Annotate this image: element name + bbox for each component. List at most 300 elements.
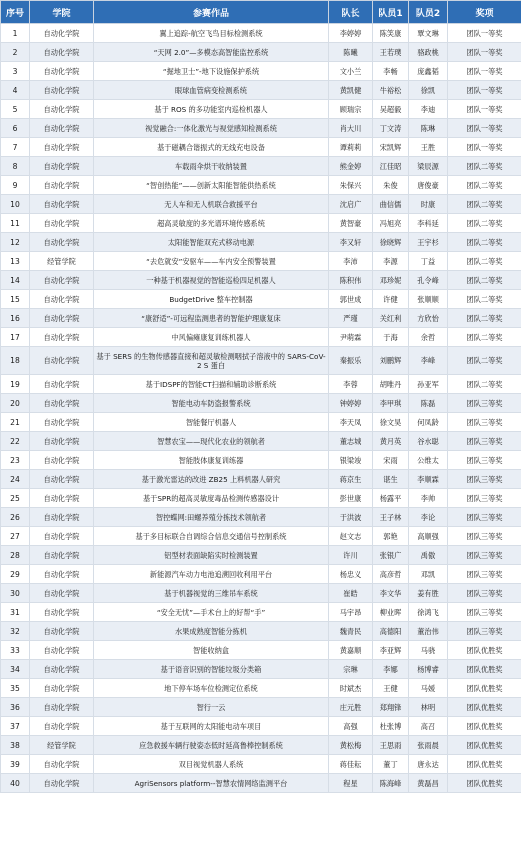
table-row xyxy=(1,43,521,62)
cell-college: 自动化学院 xyxy=(30,394,94,413)
cell-member2: 邓凯 xyxy=(409,565,448,584)
cell-num: 39 xyxy=(1,755,30,774)
cell-award: 团队三等奖 xyxy=(448,489,521,508)
cell-leader: 魏青民 xyxy=(329,622,373,641)
cell-college: 自动化学院 xyxy=(30,527,94,546)
cell-work: 智能收纳盒 xyxy=(94,641,329,660)
cell-work: 基于激光雷达的改进 ZB25 上料机器人研究 xyxy=(94,470,329,489)
cell-member1: 曲信儒 xyxy=(373,195,409,214)
cell-award: 团队一等奖 xyxy=(448,138,521,157)
cell-leader: 黄凯健 xyxy=(329,81,373,100)
cell-leader: 宗琳 xyxy=(329,660,373,679)
cell-leader: 程星 xyxy=(329,774,373,793)
cell-num: 27 xyxy=(1,527,30,546)
cell-award: 团队一等奖 xyxy=(448,43,521,62)
cell-college: 自动化学院 xyxy=(30,176,94,195)
table-body xyxy=(1,24,521,793)
cell-num: 32 xyxy=(1,622,30,641)
table-row xyxy=(1,309,521,328)
cell-member2: 时康 xyxy=(409,195,448,214)
cell-num: 21 xyxy=(1,413,30,432)
cell-leader: 李蓉 xyxy=(329,375,373,394)
cell-num: 23 xyxy=(1,451,30,470)
cell-member2: 李帅 xyxy=(409,489,448,508)
cell-work: “天网 2.0”—多模态高智能监控系统 xyxy=(94,43,329,62)
cell-member2: 张顺顺 xyxy=(409,290,448,309)
cell-num: 10 xyxy=(1,195,30,214)
cell-member1: 郭艳 xyxy=(373,527,409,546)
cell-member2: 公维太 xyxy=(409,451,448,470)
cell-college: 自动化学院 xyxy=(30,641,94,660)
table-row xyxy=(1,432,521,451)
cell-award: 团队三等奖 xyxy=(448,622,521,641)
cell-college: 自动化学院 xyxy=(30,43,94,62)
cell-leader: 马宇昂 xyxy=(329,603,373,622)
cell-member2: 张雨晨 xyxy=(409,736,448,755)
cell-leader: 高强 xyxy=(329,717,373,736)
cell-leader: 蒋佳耘 xyxy=(329,755,373,774)
cell-member1: 邓珍妮 xyxy=(373,271,409,290)
cell-award: 团队二等奖 xyxy=(448,328,521,347)
cell-award: 团队三等奖 xyxy=(448,394,521,413)
cell-work: 基于语音识别的智能垃圾分类箱 xyxy=(94,660,329,679)
cell-award: 团队二等奖 xyxy=(448,176,521,195)
cell-college: 自动化学院 xyxy=(30,546,94,565)
cell-member2: 董治伟 xyxy=(409,622,448,641)
cell-work: “安全无忧”—手术台上的好帮“手” xyxy=(94,603,329,622)
cell-leader: 文小兰 xyxy=(329,62,373,81)
cell-member2: 方欣怡 xyxy=(409,309,448,328)
cell-work: 智慧农宝——现代化农业的领航者 xyxy=(94,432,329,451)
cell-member2: 覃文琳 xyxy=(409,24,448,43)
cell-num: 16 xyxy=(1,309,30,328)
cell-work: 地下停车场车位检测定位系统 xyxy=(94,679,329,698)
cell-num: 17 xyxy=(1,328,30,347)
cell-college: 自动化学院 xyxy=(30,62,94,81)
cell-college: 自动化学院 xyxy=(30,584,94,603)
table-row xyxy=(1,252,521,271)
cell-member1: 朱俊 xyxy=(373,176,409,195)
cell-work: 应急救援车辆行驶姿态低时延高鲁棒控制系统 xyxy=(94,736,329,755)
cell-college: 自动化学院 xyxy=(30,755,94,774)
table-row xyxy=(1,157,521,176)
cell-leader: 顾瑞宗 xyxy=(329,100,373,119)
cell-award: 团队优胜奖 xyxy=(448,736,521,755)
cell-num: 31 xyxy=(1,603,30,622)
cell-num: 33 xyxy=(1,641,30,660)
cell-num: 5 xyxy=(1,100,30,119)
cell-work: 智能电动车防盗报警系统 xyxy=(94,394,329,413)
cell-leader: 李沛 xyxy=(329,252,373,271)
cell-member2: 谷水聪 xyxy=(409,432,448,451)
table-row xyxy=(1,489,521,508)
cell-member2: 孔令峰 xyxy=(409,271,448,290)
cell-leader: 钟婷婷 xyxy=(329,394,373,413)
cell-member2: 陈磊 xyxy=(409,394,448,413)
cell-work: 太阳能智能双充式移动电源 xyxy=(94,233,329,252)
header-member2: 队员2 xyxy=(409,1,448,24)
cell-num: 30 xyxy=(1,584,30,603)
cell-num: 3 xyxy=(1,62,30,81)
cell-member1: 冯旭亮 xyxy=(373,214,409,233)
cell-member2: 李峰 xyxy=(409,347,448,375)
cell-member1: 许健 xyxy=(373,290,409,309)
cell-num: 25 xyxy=(1,489,30,508)
cell-college: 自动化学院 xyxy=(30,622,94,641)
cell-college: 自动化学院 xyxy=(30,214,94,233)
cell-member2: 李科延 xyxy=(409,214,448,233)
cell-member1: 李娜 xyxy=(373,660,409,679)
cell-work: “智创热能”——创新太阳能智能供热系统 xyxy=(94,176,329,195)
cell-award: 团队二等奖 xyxy=(448,252,521,271)
cell-leader: 谭莉莉 xyxy=(329,138,373,157)
cell-college: 自动化学院 xyxy=(30,717,94,736)
header-leader: 队长 xyxy=(329,1,373,24)
table-row xyxy=(1,755,521,774)
cell-work: “去危就安”安驱车——车内安全预警装置 xyxy=(94,252,329,271)
cell-num: 18 xyxy=(1,347,30,375)
cell-work: 超高灵敏度的多光谱环境传感系统 xyxy=(94,214,329,233)
cell-member1: 李亚辉 xyxy=(373,641,409,660)
cell-award: 团队三等奖 xyxy=(448,470,521,489)
cell-college: 自动化学院 xyxy=(30,508,94,527)
cell-college: 自动化学院 xyxy=(30,698,94,717)
header-row xyxy=(1,1,521,24)
cell-leader: 庄元胜 xyxy=(329,698,373,717)
cell-member1: 徐晓辉 xyxy=(373,233,409,252)
cell-member1: 陈海峰 xyxy=(373,774,409,793)
cell-leader: 黄智豪 xyxy=(329,214,373,233)
cell-work: 基于IDSPF的智能CT扫描和辅助诊断系统 xyxy=(94,375,329,394)
cell-leader: 陈曦 xyxy=(329,43,373,62)
cell-college: 自动化学院 xyxy=(30,100,94,119)
cell-member1: 刘鹏辉 xyxy=(373,347,409,375)
cell-num: 7 xyxy=(1,138,30,157)
cell-award: 团队三等奖 xyxy=(448,432,521,451)
table-row xyxy=(1,641,521,660)
cell-leader: 银梁竣 xyxy=(329,451,373,470)
cell-college: 自动化学院 xyxy=(30,413,94,432)
cell-college: 自动化学院 xyxy=(30,271,94,290)
cell-leader: 黄嘉顺 xyxy=(329,641,373,660)
cell-college: 自动化学院 xyxy=(30,432,94,451)
cell-leader: 严瑾 xyxy=(329,309,373,328)
table-row xyxy=(1,24,521,43)
cell-member1: 胡唯丹 xyxy=(373,375,409,394)
cell-award: 团队二等奖 xyxy=(448,309,521,328)
table-row xyxy=(1,119,521,138)
cell-num: 11 xyxy=(1,214,30,233)
table-row xyxy=(1,622,521,641)
cell-member2: 王宇杉 xyxy=(409,233,448,252)
cell-work: 智控蝶网:田螺养殖分拣技术领航者 xyxy=(94,508,329,527)
cell-num: 28 xyxy=(1,546,30,565)
table-row xyxy=(1,527,521,546)
cell-num: 22 xyxy=(1,432,30,451)
cell-num: 15 xyxy=(1,290,30,309)
cell-num: 38 xyxy=(1,736,30,755)
cell-award: 团队优胜奖 xyxy=(448,774,521,793)
cell-num: 26 xyxy=(1,508,30,527)
cell-member1: 杨露平 xyxy=(373,489,409,508)
cell-member2: 陈琳 xyxy=(409,119,448,138)
table-row xyxy=(1,233,521,252)
cell-member2: 李论 xyxy=(409,508,448,527)
cell-award: 团队二等奖 xyxy=(448,233,521,252)
cell-leader: 崔皓 xyxy=(329,584,373,603)
table-row xyxy=(1,413,521,432)
table-row xyxy=(1,584,521,603)
cell-college: 自动化学院 xyxy=(30,157,94,176)
cell-num: 29 xyxy=(1,565,30,584)
cell-num: 9 xyxy=(1,176,30,195)
cell-num: 2 xyxy=(1,43,30,62)
cell-member2: 马媛 xyxy=(409,679,448,698)
cell-work: 智能肢体康复训练器 xyxy=(94,451,329,470)
cell-college: 自动化学院 xyxy=(30,451,94,470)
cell-num: 24 xyxy=(1,470,30,489)
table-row xyxy=(1,546,521,565)
cell-member2: 李迪 xyxy=(409,100,448,119)
cell-member1: 李源 xyxy=(373,252,409,271)
cell-num: 19 xyxy=(1,375,30,394)
cell-member1: 高德阳 xyxy=(373,622,409,641)
cell-work: 中风偏瘫康复训练机器人 xyxy=(94,328,329,347)
cell-member2: 梁辰源 xyxy=(409,157,448,176)
cell-college: 自动化学院 xyxy=(30,565,94,584)
cell-member1: 李畅 xyxy=(373,62,409,81)
cell-award: 团队优胜奖 xyxy=(448,679,521,698)
cell-work: 水果成熟度智能分拣机 xyxy=(94,622,329,641)
cell-work: 车载雨伞烘干收纳装置 xyxy=(94,157,329,176)
cell-num: 1 xyxy=(1,24,30,43)
cell-member1: 丁文涛 xyxy=(373,119,409,138)
cell-leader: 赵文志 xyxy=(329,527,373,546)
cell-member1: 于海 xyxy=(373,328,409,347)
header-college: 学院 xyxy=(30,1,94,24)
cell-work: 基于多目标联合自调综合信息交通信号控制系统 xyxy=(94,527,329,546)
cell-member1: 李甲琪 xyxy=(373,394,409,413)
cell-work: 双目视觉机器人系统 xyxy=(94,755,329,774)
cell-work: 视觉融合:一体化激光与视觉感知检测系统 xyxy=(94,119,329,138)
cell-leader: 李天凤 xyxy=(329,413,373,432)
cell-member1: 吴超毅 xyxy=(373,100,409,119)
cell-award: 团队优胜奖 xyxy=(448,698,521,717)
cell-college: 自动化学院 xyxy=(30,375,94,394)
table-row xyxy=(1,508,521,527)
cell-member1: 王健 xyxy=(373,679,409,698)
cell-college: 自动化学院 xyxy=(30,233,94,252)
cell-member1: 王思雨 xyxy=(373,736,409,755)
cell-college: 自动化学院 xyxy=(30,328,94,347)
cell-num: 20 xyxy=(1,394,30,413)
cell-member2: 余哲 xyxy=(409,328,448,347)
cell-num: 4 xyxy=(1,81,30,100)
cell-member1: 陈笑康 xyxy=(373,24,409,43)
cell-num: 37 xyxy=(1,717,30,736)
cell-award: 团队一等奖 xyxy=(448,62,521,81)
table-row xyxy=(1,100,521,119)
cell-num: 40 xyxy=(1,774,30,793)
table-row xyxy=(1,717,521,736)
cell-member2: 姜有胜 xyxy=(409,584,448,603)
cell-work: 基于磁耦合谐振式的无线充电设备 xyxy=(94,138,329,157)
table-row xyxy=(1,176,521,195)
cell-college: 自动化学院 xyxy=(30,24,94,43)
cell-award: 团队二等奖 xyxy=(448,195,521,214)
cell-award: 团队一等奖 xyxy=(448,24,521,43)
table-row xyxy=(1,679,521,698)
cell-college: 自动化学院 xyxy=(30,81,94,100)
cell-award: 团队二等奖 xyxy=(448,347,521,375)
cell-member2: 骆政桃 xyxy=(409,43,448,62)
table-row xyxy=(1,375,521,394)
cell-award: 团队三等奖 xyxy=(448,565,521,584)
cell-award: 团队二等奖 xyxy=(448,214,521,233)
cell-work: 基于 ROS 的多功能室内巡检机器人 xyxy=(94,100,329,119)
cell-work: 新能源汽车动力电池追溯回收利用平台 xyxy=(94,565,329,584)
table-row xyxy=(1,565,521,584)
cell-award: 团队优胜奖 xyxy=(448,660,521,679)
cell-leader: 尹萌霖 xyxy=(329,328,373,347)
cell-work: 智能餐厅机器人 xyxy=(94,413,329,432)
cell-member1: 高彦哲 xyxy=(373,565,409,584)
cell-award: 团队二等奖 xyxy=(448,375,521,394)
table-row xyxy=(1,774,521,793)
cell-member1: 郑翔锋 xyxy=(373,698,409,717)
cell-college: 经管学院 xyxy=(30,736,94,755)
cell-college: 自动化学院 xyxy=(30,195,94,214)
header-award: 奖项 xyxy=(448,1,521,24)
cell-award: 团队二等奖 xyxy=(448,290,521,309)
table-row xyxy=(1,660,521,679)
table-row xyxy=(1,290,521,309)
cell-leader: 李又轩 xyxy=(329,233,373,252)
table-row xyxy=(1,214,521,233)
cell-member1: 杜张博 xyxy=(373,717,409,736)
cell-award: 团队优胜奖 xyxy=(448,641,521,660)
cell-college: 自动化学院 xyxy=(30,347,94,375)
cell-award: 团队二等奖 xyxy=(448,157,521,176)
cell-work: 智行一云 xyxy=(94,698,329,717)
cell-college: 自动化学院 xyxy=(30,290,94,309)
cell-award: 团队三等奖 xyxy=(448,546,521,565)
cell-member1: 王若璞 xyxy=(373,43,409,62)
cell-num: 12 xyxy=(1,233,30,252)
table-row xyxy=(1,62,521,81)
cell-member1: 徐文昊 xyxy=(373,413,409,432)
cell-member2: 禹傲 xyxy=(409,546,448,565)
cell-leader: 于洪波 xyxy=(329,508,373,527)
cell-member1: 关红利 xyxy=(373,309,409,328)
cell-work: AgriSensors platform--智慧农情网络监测平台 xyxy=(94,774,329,793)
cell-work: BudgetDrive 整车控制器 xyxy=(94,290,329,309)
cell-member1: 宋雨 xyxy=(373,451,409,470)
cell-member1: 黄月英 xyxy=(373,432,409,451)
cell-leader: 肖大川 xyxy=(329,119,373,138)
cell-college: 自动化学院 xyxy=(30,138,94,157)
cell-member2: 林明 xyxy=(409,698,448,717)
cell-work: “康舒适”-可远程监测患者的智能护理康复床 xyxy=(94,309,329,328)
cell-member1: 李文华 xyxy=(373,584,409,603)
cell-member2: 王胜 xyxy=(409,138,448,157)
cell-leader: 秦振乐 xyxy=(329,347,373,375)
cell-member2: 丁益 xyxy=(409,252,448,271)
header-work: 参赛作品 xyxy=(94,1,329,24)
cell-award: 团队三等奖 xyxy=(448,508,521,527)
table-row xyxy=(1,347,521,375)
cell-leader: 蒋京生 xyxy=(329,470,373,489)
cell-member2: 高顺强 xyxy=(409,527,448,546)
cell-college: 自动化学院 xyxy=(30,774,94,793)
cell-work: “掘地卫士”-地下设施保护系统 xyxy=(94,62,329,81)
cell-work: 基于SPR的超高灵敏度毒品检测传感器设计 xyxy=(94,489,329,508)
cell-college: 自动化学院 xyxy=(30,309,94,328)
cell-member2: 徐鸿飞 xyxy=(409,603,448,622)
table-row xyxy=(1,470,521,489)
cell-work: 无人车和无人机联合救援平台 xyxy=(94,195,329,214)
cell-member1: 王子林 xyxy=(373,508,409,527)
cell-member1: 牛裕松 xyxy=(373,81,409,100)
cell-leader: 朱保兴 xyxy=(329,176,373,195)
table-row xyxy=(1,698,521,717)
cell-award: 团队三等奖 xyxy=(448,527,521,546)
cell-num: 13 xyxy=(1,252,30,271)
cell-num: 36 xyxy=(1,698,30,717)
cell-leader: 彭世康 xyxy=(329,489,373,508)
table-row xyxy=(1,138,521,157)
cell-member2: 徐凯 xyxy=(409,81,448,100)
table-row xyxy=(1,451,521,470)
table-row xyxy=(1,394,521,413)
table-row xyxy=(1,81,521,100)
cell-member1: 宋凯辉 xyxy=(373,138,409,157)
cell-member2: 庞鑫韬 xyxy=(409,62,448,81)
cell-num: 34 xyxy=(1,660,30,679)
cell-member2: 何凤龄 xyxy=(409,413,448,432)
header-member1: 队员1 xyxy=(373,1,409,24)
cell-award: 团队一等奖 xyxy=(448,100,521,119)
cell-member1: 谌生 xyxy=(373,470,409,489)
cell-work: 一种基于机器视觉的智能巡检四足机器人 xyxy=(94,271,329,290)
cell-num: 35 xyxy=(1,679,30,698)
header-num: 序号 xyxy=(1,1,30,24)
cell-member2: 李顺霖 xyxy=(409,470,448,489)
cell-college: 自动化学院 xyxy=(30,470,94,489)
table-row xyxy=(1,271,521,290)
cell-leader: 杨忠义 xyxy=(329,565,373,584)
cell-member2: 唐俊豪 xyxy=(409,176,448,195)
cell-member2: 杨博睿 xyxy=(409,660,448,679)
cell-work: 翼上追踪-航空飞鸟目标检测系统 xyxy=(94,24,329,43)
cell-leader: 时斌杰 xyxy=(329,679,373,698)
cell-leader: 沈启广 xyxy=(329,195,373,214)
cell-leader: 黄松梅 xyxy=(329,736,373,755)
cell-college: 自动化学院 xyxy=(30,679,94,698)
cell-member2: 唐永达 xyxy=(409,755,448,774)
cell-award: 团队一等奖 xyxy=(448,81,521,100)
cell-award: 团队三等奖 xyxy=(448,413,521,432)
cell-leader: 许川 xyxy=(329,546,373,565)
cell-member2: 马骁 xyxy=(409,641,448,660)
cell-award: 团队二等奖 xyxy=(448,271,521,290)
cell-college: 自动化学院 xyxy=(30,489,94,508)
table-row xyxy=(1,736,521,755)
cell-award: 团队优胜奖 xyxy=(448,755,521,774)
cell-award: 团队一等奖 xyxy=(448,119,521,138)
cell-num: 6 xyxy=(1,119,30,138)
cell-leader: 郭世成 xyxy=(329,290,373,309)
